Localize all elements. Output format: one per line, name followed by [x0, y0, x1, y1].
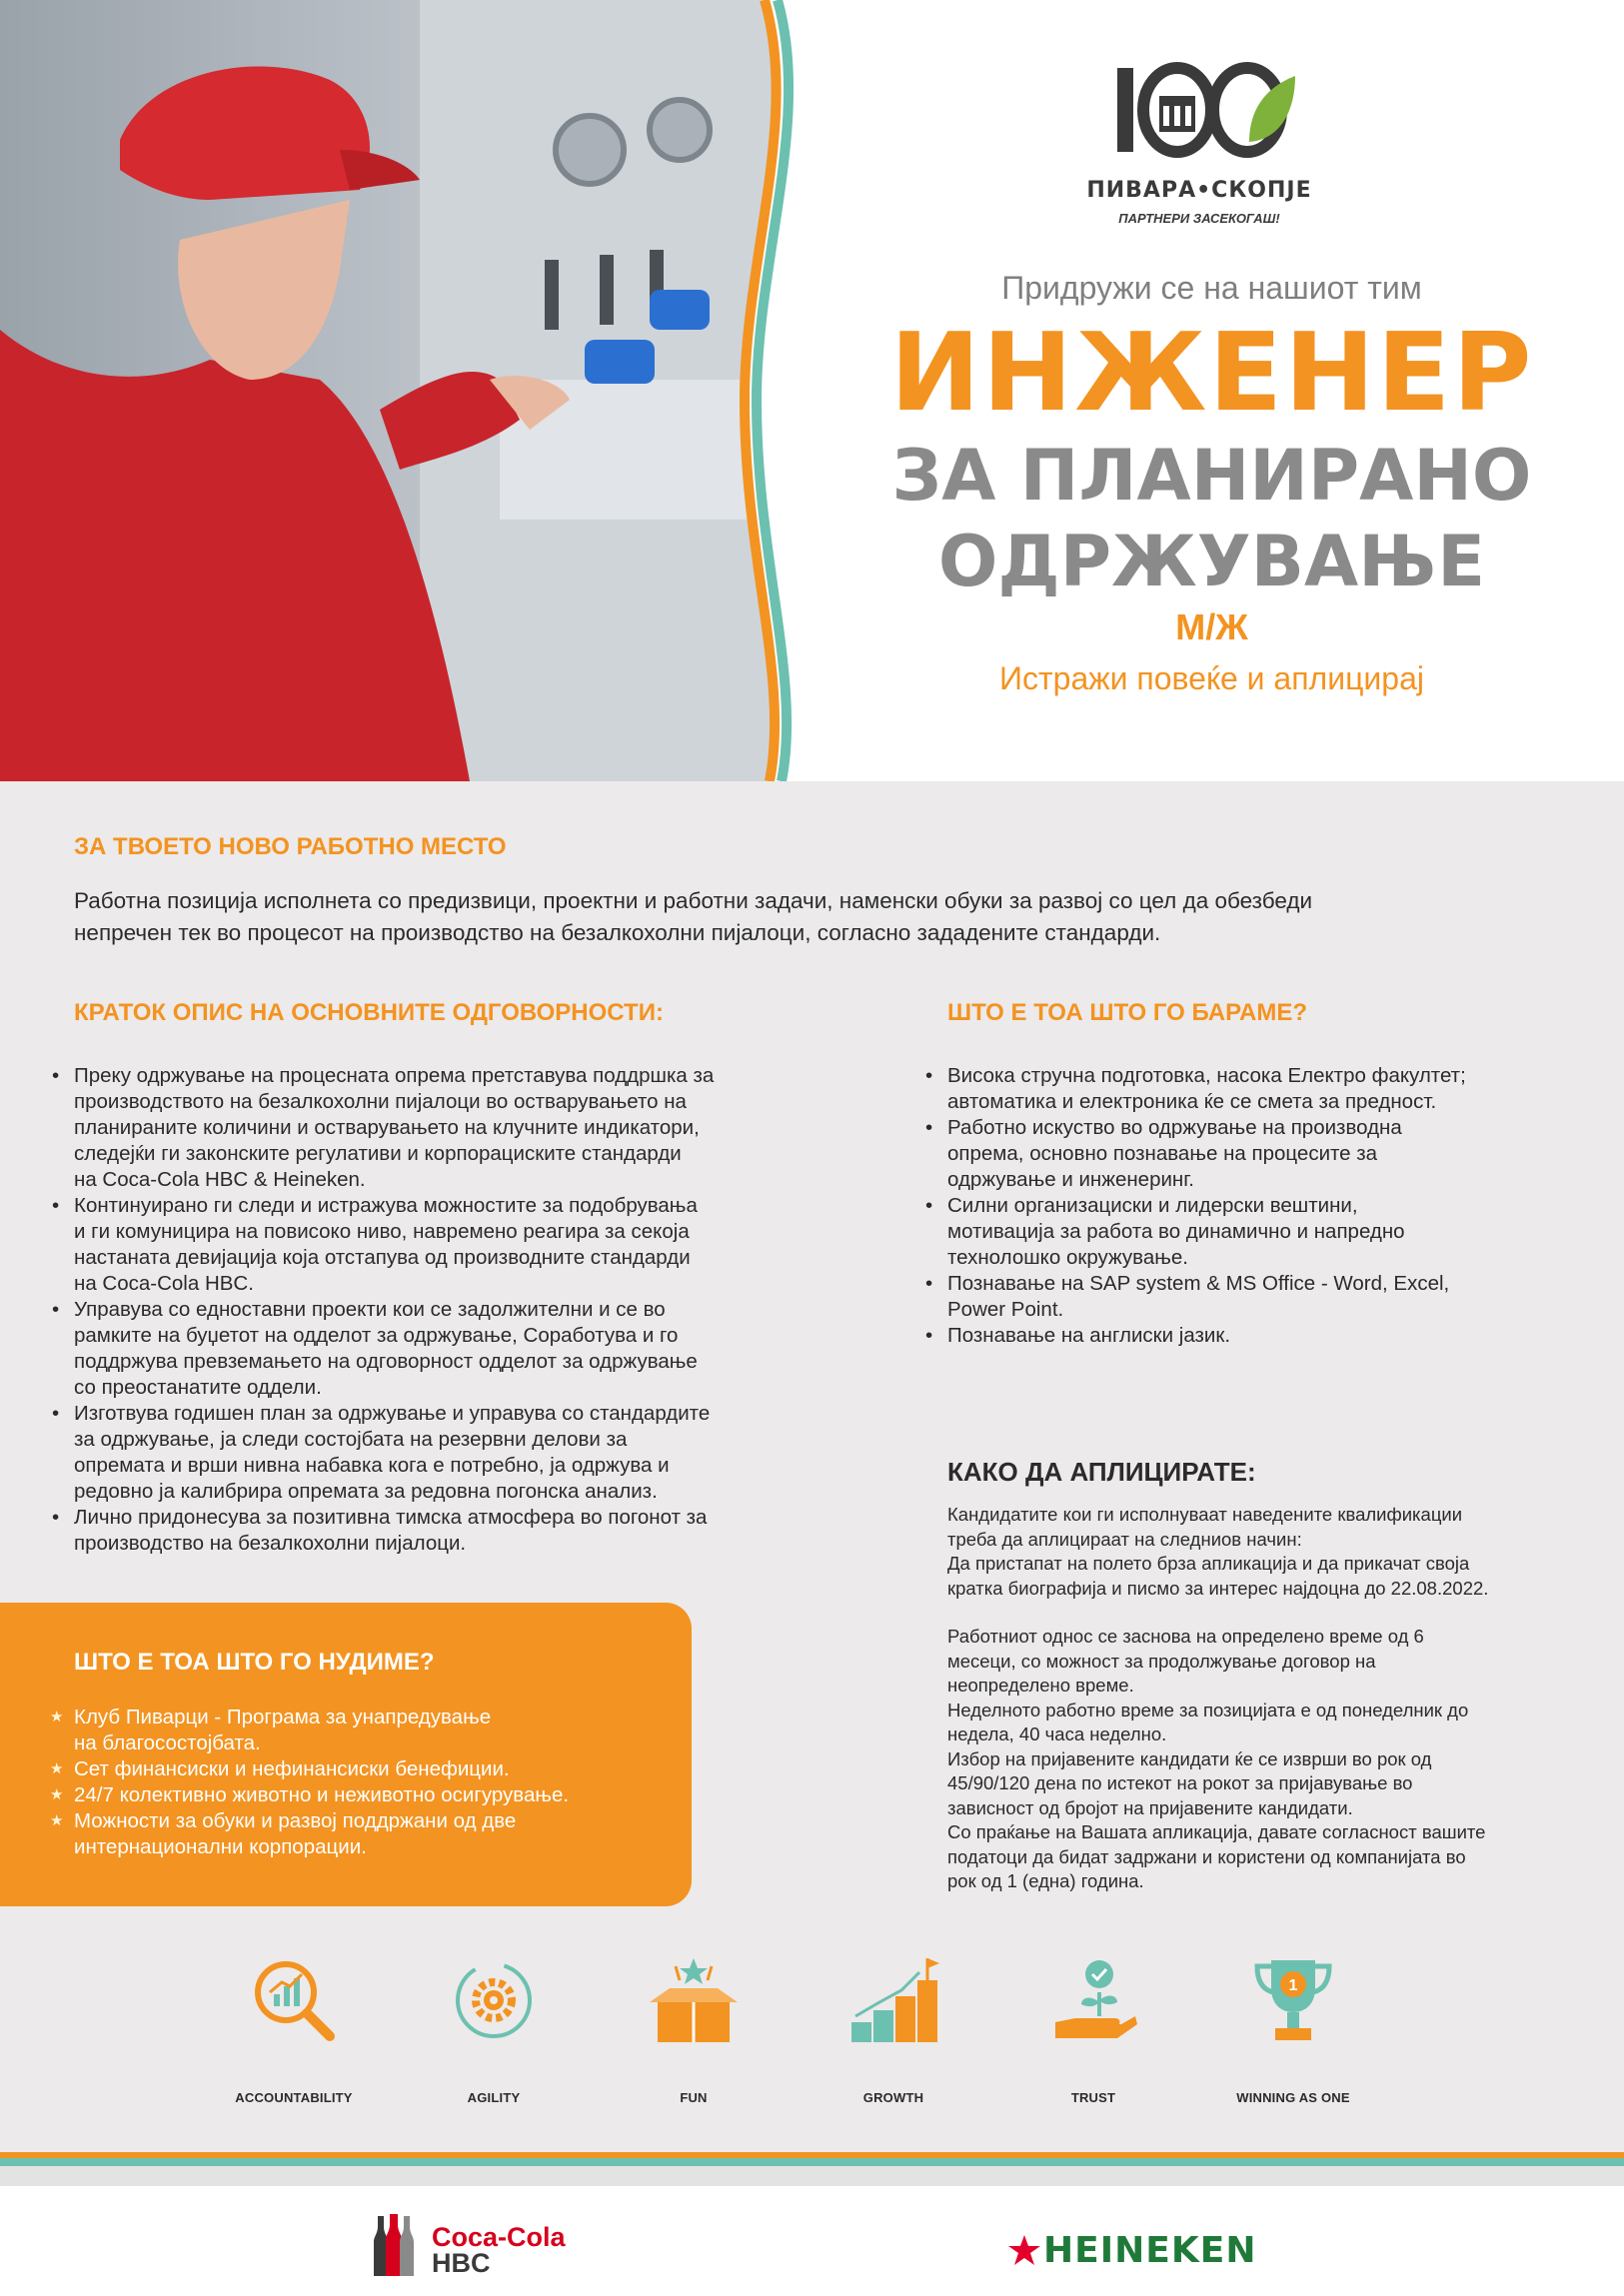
list-item-line: Сет финансиски и нефинансиски бенефиции.: [74, 1757, 510, 1780]
coca-cola-hbc-logo: [366, 2214, 566, 2276]
apply-line: рок од 1 (една) година.: [947, 1870, 1144, 1891]
apply-line: Работниот однос се заснова на определено време од 6: [947, 1626, 1424, 1647]
apply-line: Да пристапат на полето брза апликација и да прикачат своја: [947, 1553, 1470, 1574]
coca-cola-wordmark: Coca-Cola: [432, 2222, 566, 2252]
list-item-line: и ги комуницира на повисоко ниво, навремено реагира за секоја: [74, 1220, 690, 1243]
list-item: [923, 1193, 1563, 1271]
list-item: [50, 1505, 829, 1557]
list-item-line: Висока стручна подготовка, насока Електро факултет;: [947, 1064, 1466, 1087]
apply-line: зависност од бројот на пријавените кандидати.: [947, 1796, 1353, 1818]
apply-line: Кандидатите кои ги исполнуваат наведените квалификации: [947, 1504, 1463, 1525]
list-item-line: Работно искуство во одржување на производна: [947, 1116, 1402, 1139]
responsibilities-list: [50, 1063, 829, 1557]
svg-text:1: 1: [1288, 1977, 1298, 1994]
list-item: [50, 1063, 829, 1193]
requirements-list: [923, 1063, 1563, 1349]
list-item-line: со преостанатите оддели.: [74, 1376, 322, 1399]
list-item: [50, 1808, 569, 1860]
list-item: [50, 1782, 569, 1808]
hero-banner: [0, 0, 1624, 781]
list-item-line: мотивација за работа во динамично и напредно: [947, 1220, 1405, 1243]
job-title-line2: ЗА ПЛАНИРАНО: [891, 435, 1532, 517]
list-item-line: опремата и врши нивна набавка кога е потребно, ја одржува и: [74, 1454, 670, 1477]
apply-line: кратка биографија и писмо за интерес најдоцна до 22.08.2022.: [947, 1577, 1489, 1599]
value-winning-as-one: [1193, 1952, 1393, 2105]
footer: [0, 2186, 1624, 2296]
list-item-line: за одржување, ја следи состојбата на резервни делови за: [74, 1428, 628, 1451]
list-item-line: автоматика и електроника ќе се смета за предност.: [947, 1090, 1437, 1113]
list-item-line: Познавање на англиски јазик.: [947, 1324, 1231, 1347]
apply-paragraph-2: [947, 1625, 1567, 1894]
hero-text: [800, 270, 1624, 697]
list-item-line: Изготвува годишен план за одржување и управува со стандардите: [74, 1402, 711, 1425]
main-content: [0, 781, 1624, 2152]
gear-cycle-icon: [446, 1952, 542, 2048]
apply-line: Избор на пријавените кандидати ќе се изврши во рок од: [947, 1747, 1432, 1769]
offer-list: [50, 1705, 569, 1860]
value-label: FUN: [680, 2090, 708, 2105]
gender-label: М/Ж: [1175, 606, 1248, 647]
list-item: [50, 1193, 829, 1297]
offer-title: ШТО Е ТОА ШТО ГО НУДИМЕ?: [74, 1649, 435, 1676]
responsibilities-title: КРАТОК ОПИС НА ОСНОВНИТЕ ОДГОВОРНОСТИ:: [74, 999, 664, 1026]
apply-line: месеци, со можност за продолжување договор на: [947, 1650, 1376, 1672]
list-item-line: рамките на буџетот на одделот за одржување, Соработува и го: [74, 1324, 679, 1347]
value-agility: [394, 1952, 594, 2105]
list-item: [923, 1323, 1563, 1349]
value-label: GROWTH: [862, 2090, 924, 2105]
list-item-line: Познавање на SAP system & MS Office - Word, Excel,: [947, 1272, 1450, 1295]
value-label: TRUST: [1070, 2090, 1116, 2105]
heineken-logo: [1007, 2230, 1256, 2271]
value-label: ACCOUNTABILITY: [235, 2090, 353, 2105]
value-label: AGILITY: [467, 2090, 521, 2105]
value-accountability: [194, 1952, 394, 2105]
apply-line: треба да аплицираат на следниов начин:: [947, 1528, 1302, 1550]
hero-intro: Придружи се на нашиот тим: [1001, 270, 1422, 306]
footer-stripe-teal: [0, 2158, 1624, 2166]
list-item: [50, 1401, 829, 1505]
engineer-photo: [0, 0, 800, 781]
value-growth: [794, 1952, 993, 2105]
hand-plant-icon: [1045, 1952, 1141, 2048]
list-item-line: Power Point.: [947, 1298, 1064, 1321]
list-item: [923, 1115, 1563, 1193]
apply-line: неопределено време.: [947, 1675, 1134, 1696]
apply-instructions: [947, 1503, 1567, 1894]
list-item-line: интернационални корпорации.: [74, 1835, 367, 1858]
growth-steps-icon: [845, 1952, 941, 2048]
hbc-wordmark: HBC: [432, 2248, 491, 2278]
list-item-line: технолошко окружување.: [947, 1246, 1188, 1269]
list-item-line: на Coca-Cola HBC & Heineken.: [74, 1168, 366, 1191]
value-label: WINNING AS ONE: [1236, 2090, 1350, 2105]
requirements-title: ШТО Е ТОА ШТО ГО БАРАМЕ?: [947, 999, 1308, 1026]
list-item-line: производство на безалкохолни пијалоци.: [74, 1532, 467, 1555]
explore-apply-link[interactable]: Истражи повеќе и аплицирај: [998, 660, 1424, 696]
list-item: [50, 1756, 569, 1782]
list-item-line: Континуирано ги следи и истражува можностите за подобрувања: [74, 1194, 698, 1217]
job-description-line1: Работна позиција исполнета со предизвици, проектни и работни задачи, наменски обуки за развој со цел да обезбеди: [74, 888, 1313, 913]
gift-box-icon: [646, 1952, 742, 2048]
list-item-line: Лично придонесува за позитивна тимска атмосфера во погонот за: [74, 1506, 708, 1529]
list-item-line: Силни организациски и лидерски вештини,: [947, 1194, 1358, 1217]
logo-100-graphic: [1099, 62, 1299, 158]
list-item-line: производството на безалкохолни пијалоци во остварувањето на: [74, 1090, 687, 1113]
logo-brand: ПИВАРА•СКОПЈЕ: [1086, 178, 1312, 203]
list-item: [50, 1297, 829, 1401]
job-title-line1: ИНЖЕНЕР: [889, 311, 1534, 436]
red-star-icon: [1007, 2234, 1041, 2268]
list-item-line: планираните количини и остварувањето на клучните индикатори,: [74, 1116, 700, 1139]
magnifier-chart-icon: [246, 1952, 342, 2048]
apply-line: Неделното работно време за позицијата е од понеделник до: [947, 1699, 1469, 1721]
logo-100-mark: [1079, 62, 1319, 172]
list-item: [923, 1271, 1563, 1323]
list-item-line: 24/7 колективно животно и неживотно осигурување.: [74, 1783, 570, 1806]
list-item: [50, 1705, 569, 1756]
trophy-icon: [1245, 1952, 1341, 2048]
list-item: [923, 1063, 1563, 1115]
job-title-line3: ОДРЖУВАЊЕ: [937, 521, 1486, 602]
apply-paragraph-1: [947, 1503, 1567, 1601]
apply-title: КАКО ДА АПЛИЦИРАТЕ:: [947, 1457, 1256, 1487]
apply-line: 45/90/120 дена по истекот на рокот за пријавување во: [947, 1772, 1413, 1793]
logo-tagline: ПАРТНЕРИ ЗАСЕКОГАШ!: [1118, 211, 1280, 226]
value-fun: [594, 1952, 794, 2105]
apply-line: Со праќање на Вашата апликација, давате согласност вашите: [947, 1821, 1486, 1842]
bottles-icon: [366, 2214, 422, 2276]
list-item-line: следејќи ги законските регулативи и корпорациските стандарди: [74, 1142, 682, 1165]
list-item-line: Преку одржување на процесната опрема претставува поддршка за: [74, 1064, 715, 1087]
job-description-line2: непречен тек во процесот на производство на безалкохолни пијалоци, согласно зададените стандарди.: [74, 920, 1161, 945]
list-item-line: настаната девијација која отстапува од производните стандарди: [74, 1246, 691, 1269]
list-item-line: Можности за обуки и развој поддржани од две: [74, 1809, 517, 1832]
list-item-line: опрема, основно познавање на процесите за: [947, 1142, 1378, 1165]
heineken-wordmark: HEINEKEN: [1043, 2230, 1257, 2271]
offer-box: [0, 1603, 692, 1906]
list-item-line: поддржува превземањето на одговорност одделот за одржување: [74, 1350, 698, 1373]
list-item-line: редовно ја калибрира опремата за редовна погонска анализ.: [74, 1480, 658, 1503]
list-item-line: Управува со едноставни проекти кои се задолжителни и се во: [74, 1298, 666, 1321]
job-section-title: ЗА ТВОЕТО НОВО РАБОТНО МЕСТО: [74, 833, 507, 860]
apply-line: податоци да бидат задржани и користени од компанијата во: [947, 1845, 1466, 1867]
list-item-line: одржување и инженеринг.: [947, 1168, 1194, 1191]
list-item-line: на благосостојбата.: [74, 1731, 261, 1754]
list-item-line: Клуб Пиварци - Програма за унапредување: [74, 1706, 492, 1728]
value-trust: [993, 1952, 1193, 2105]
pivara-skopje-100-logo: [1079, 62, 1319, 226]
footer-stripe-gray: [0, 2166, 1624, 2186]
apply-line: недела, 40 часа неделно.: [947, 1723, 1167, 1744]
list-item-line: на Coca-Cola HBC.: [74, 1272, 254, 1295]
